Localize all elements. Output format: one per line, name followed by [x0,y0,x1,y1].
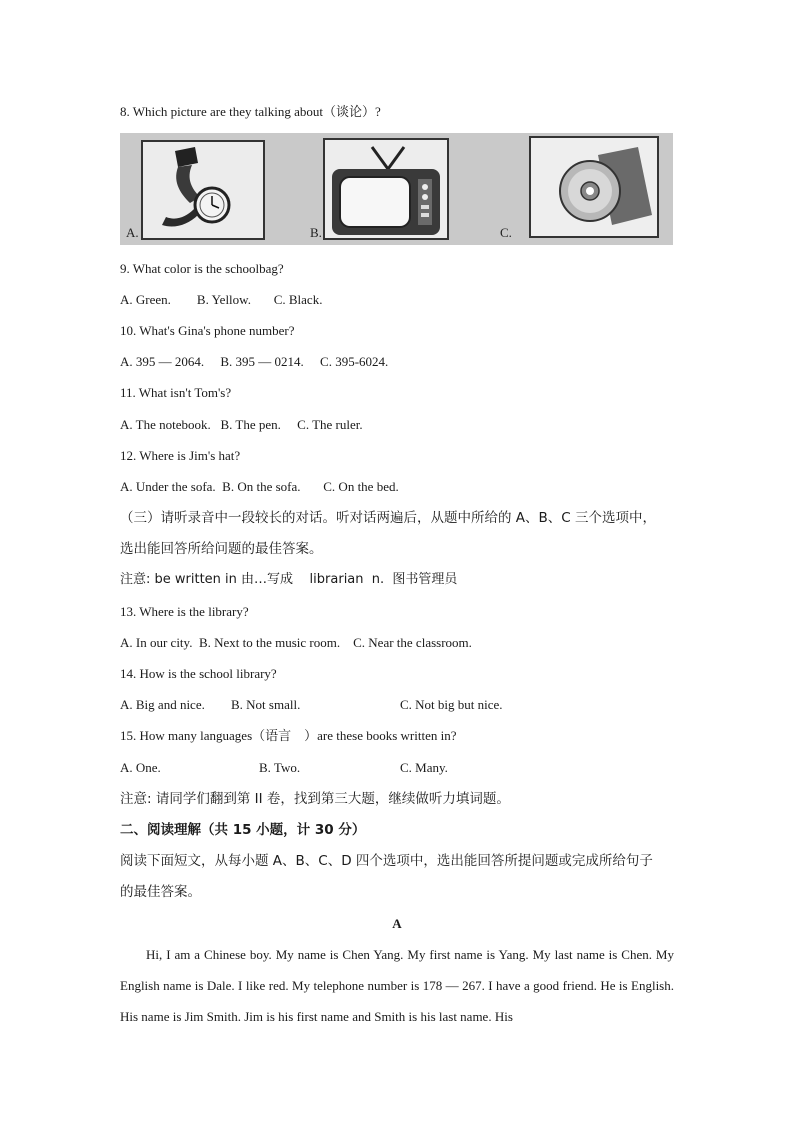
question-12: 12. Where is Jim's hat? [120,448,241,463]
option-b-label: B. [310,225,322,240]
picture-a [120,133,270,245]
passage-title: A [392,916,402,931]
question-9-options: A. Green. B. Yellow. C. Black. [120,292,323,307]
question-14: 14. How is the school library? [120,666,277,681]
question-13-options: A. In our city. B. Next to the music room. C. Near the classroom. [120,635,472,650]
tv-icon [308,133,458,245]
picture-b [308,133,458,245]
option-c-label: C. [500,225,512,240]
cd-icon [520,133,673,245]
passage-text: Hi, I am a Chinese boy. My name is Chen Yang. My first name is Yang. My last name is Chen. My English name is Dale. I like red. My telephone number is 178 — 267. I have a good friend. He is English. His name is Jim Smith. Jim is his first name and Smith is his last name. His [120,947,674,1024]
question-14-option-a: A. Big and nice. [120,697,205,712]
picture-options [120,133,673,245]
part-2-instruction-cont: 的最佳答案。 [120,884,201,900]
part-2-instruction: 阅读下面短文，从每小题 A、B、C、D 四个选项中，选出能回答所提问题或完成所给句子 [120,853,653,869]
watch-icon [120,133,270,245]
question-15: 15. How many languages（语言 ）are these books written in? [120,728,457,743]
question-9: 9. What color is the schoolbag? [120,261,284,276]
section-3-instruction: （三）请听录音中一段较长的对话。听对话两遍后，从题中所给的 A、B、C 三个选项中， [120,510,657,526]
question-12-options: A. Under the sofa. B. On the sofa. C. On the bed. [120,479,399,494]
question-15-option-b: B. Two. [259,760,301,775]
question-10-options: A. 395 — 2064. B. 395 — 0214. C. 395-6024. [120,354,389,369]
question-15-option-c: C. Many. [400,760,448,775]
part-2-heading: 二、阅读理解（共 15 小题，计 30 分） [120,822,366,838]
question-13: 13. Where is the library? [120,604,249,619]
note-turn-page: 注意: 请同学们翻到第 II 卷，找到第三大题，继续做听力填词题。 [120,791,510,807]
question-15-option-a: A. One. [120,760,161,775]
picture-c [500,133,673,245]
question-11-options: A. The notebook. B. The pen. C. The ruler. [120,417,363,432]
question-8: 8. Which picture are they talking about（谈论）? [120,104,381,119]
section-3-instruction-cont: 选出能回答所给问题的最佳答案。 [120,541,323,557]
question-11: 11. What isn't Tom's? [120,385,232,400]
option-a-label: A. [126,225,139,240]
question-14-option-b: B. Not small. [231,697,301,712]
question-14-option-c: C. Not big but nice. [400,697,503,712]
section-3-note: 注意: be written in 由…写成 librarian n. 图书管理员 [120,572,458,587]
question-10: 10. What's Gina's phone number? [120,323,295,338]
